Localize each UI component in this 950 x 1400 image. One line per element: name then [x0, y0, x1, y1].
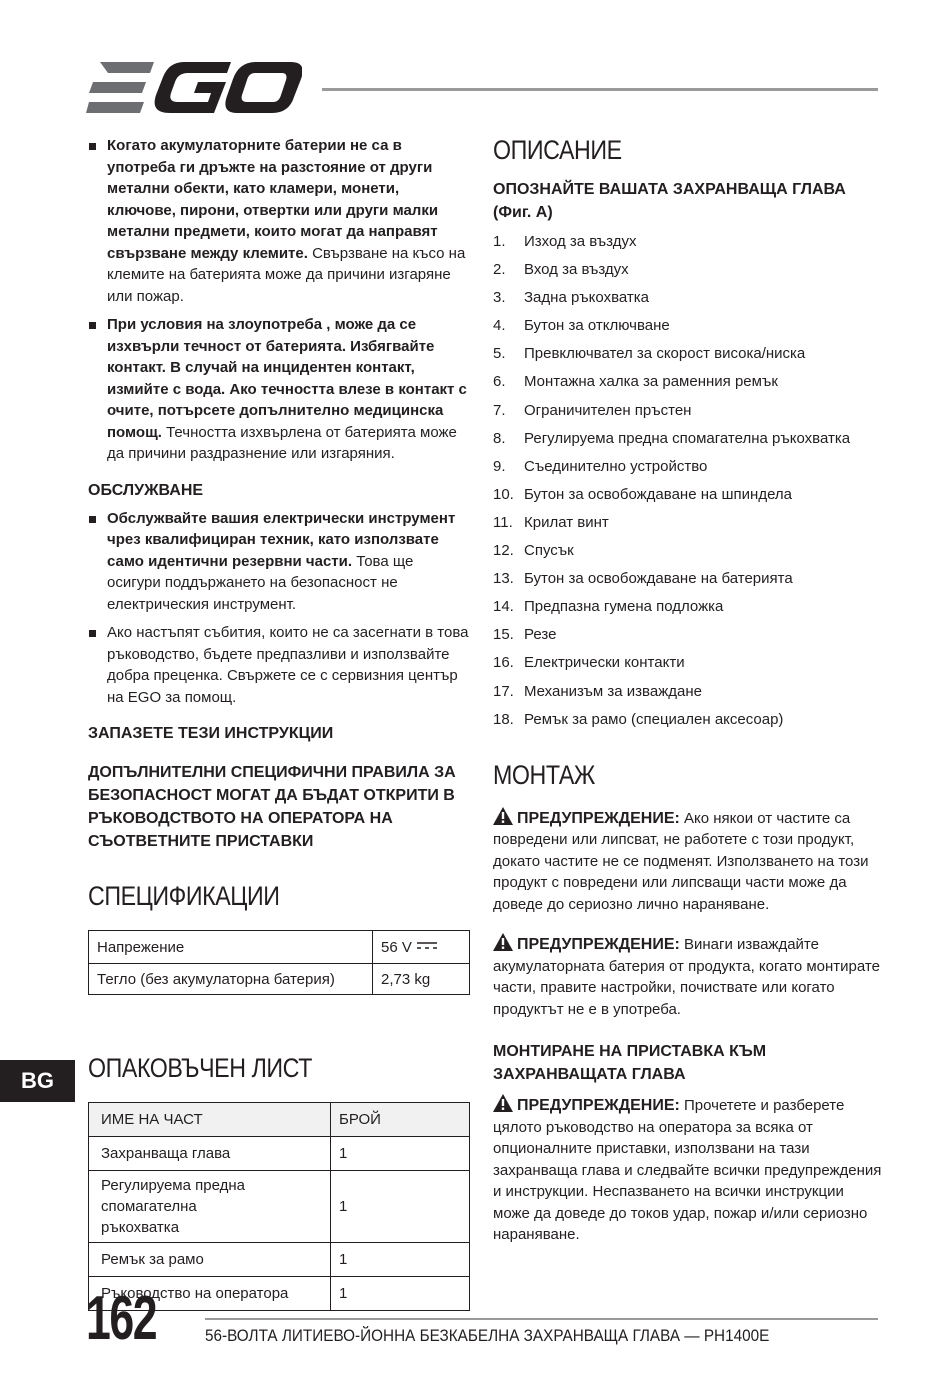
- know-your-tool-heading: ОПОЗНАЙТЕ ВАШАТА ЗАХРАНВАЩА ГЛАВА (Фиг. A): [493, 181, 846, 221]
- warning-triangle-icon: [493, 933, 513, 951]
- list-item: 1. Изход за въздух: [493, 233, 637, 250]
- part-qty: 1: [331, 1277, 470, 1311]
- footer-title: 56-ВОЛТА ЛИТИЕВО-ЙОННА БЕЗКАБЕЛНА ЗАХРАНВАЩА ГЛАВА — PH1400E: [205, 1326, 770, 1345]
- part-qty: 1: [331, 1243, 470, 1277]
- service-bullet-1: Обслужвайте вашия електрически инструмент чрез квалифициран техник, като използвате само идентични резервни части. Това ще осигури поддържането на безопасност не електрическия инструмент.: [88, 508, 470, 616]
- spec-value: 2,73 kg: [373, 964, 470, 995]
- list-item: 7. Ограничителен пръстен: [493, 401, 692, 419]
- bullet-square-icon: [89, 322, 96, 329]
- list-item: 14. Предпазна гумена подложка: [493, 598, 724, 616]
- specs-title: СПЕЦИФИКАЦИИ: [88, 881, 280, 911]
- spec-value: 56 V: [373, 931, 470, 964]
- right-column: [493, 135, 883, 1246]
- ego-logo: [86, 62, 302, 114]
- table-row: [89, 1137, 470, 1171]
- part-name: Ремък за рамо: [89, 1243, 331, 1277]
- service-bullet-2: Ако настъпят събития, които не са засегнати в това ръководство, бъдете предпазливи и използвайте добра преценка. Свържете се с сервизния център на EGO за помощ.: [88, 622, 470, 708]
- attach-heading: МОНТИРАНЕ НА ПРИСТАВКА КЪМ ЗАХРАНВАЩАТА ГЛАВА: [493, 1043, 767, 1084]
- save-instructions-heading: ЗАПАЗЕТЕ ТЕЗИ ИНСТРУКЦИИ: [88, 725, 334, 742]
- bullet-square-icon: [89, 516, 96, 523]
- dc-symbol-icon: [416, 941, 438, 951]
- warning-2: ПРЕДУПРЕЖДЕНИЕ: Винаги изваждайте акумулаторната батерия от продукта, когато монтирате части, правите настройки, почиствате или когато продуктът не е в употреба.: [493, 933, 883, 1020]
- service-heading: ОБСЛУЖВАНЕ: [88, 481, 204, 499]
- list-item: 8. Регулируема предна спомагателна ръкохватка: [493, 429, 851, 447]
- warning-triangle-icon: [493, 1094, 513, 1112]
- list-item: 9. Съединително устройство: [493, 457, 708, 475]
- assembly-title: МОНТАЖ: [493, 759, 595, 790]
- spec-label: Тегло (без акумулаторна батерия): [89, 964, 373, 995]
- table-row: [89, 931, 470, 964]
- list-item: 18. Ремък за рамо (специален аксесоар): [493, 710, 784, 728]
- part-name: Регулируема предна спомагателна ръкохватка: [89, 1171, 331, 1243]
- header-qty: БРОЙ: [331, 1103, 470, 1137]
- part-qty: 1: [331, 1171, 470, 1243]
- specs-table: [88, 930, 470, 995]
- list-item: 11. Крилат винт: [493, 513, 609, 531]
- list-item: 17. Механизъм за изваждане: [493, 682, 702, 700]
- header-part: ИМЕ НА ЧАСТ: [89, 1103, 331, 1137]
- part-qty: 1: [331, 1137, 470, 1171]
- spec-label: Напрежение: [89, 931, 373, 964]
- list-item: 4. Бутон за отключване: [493, 317, 670, 335]
- list-item: 3. Задна ръкохватка: [493, 289, 649, 307]
- list-item: 15. Резе: [493, 626, 557, 644]
- packing-table: [88, 1102, 470, 1311]
- list-item: 16. Електрически контакти: [493, 654, 685, 672]
- bullet-square-icon: [89, 143, 96, 150]
- list-item: 5. Превключвател за скорост висока/ниска: [493, 345, 806, 363]
- list-item: 12. Спусък: [493, 542, 574, 560]
- language-tab: BG: [0, 1060, 75, 1102]
- parts-list: [493, 228, 883, 734]
- battery-bullet-2: При условия на злоупотреба , може да се изхвърли течност от батерията. Избягвайте контакт. В случай на инцидентен контакт, измийте с вода. Ако течността влезе в контакт с очите, потърсете допълнително медицинска помощ. Течността изхвърлена от батерията може да причини раздразнение или изгаряния.: [88, 314, 470, 465]
- part-name: Ръководство на оператора: [89, 1277, 331, 1311]
- part-name: Захранваща глава: [89, 1137, 331, 1171]
- page-number: 162: [86, 1284, 157, 1353]
- packing-title: ОПАКОВЪЧЕН ЛИСТ: [88, 1053, 312, 1083]
- warning-3: ПРЕДУПРЕЖДЕНИЕ: Прочетете и разберете цялото ръководство на оператора за всяка от опционалните приставки, използвани на тази захранваща глава и следвайте всички предупреждения и инструкции. Неспазването на всички инструкции може да доведе до токов удар, пожар и/или сериозно нараняване.: [493, 1094, 883, 1246]
- list-item: 10. Бутон за освобождаване на шпиндела: [493, 485, 793, 503]
- bullet-square-icon: [89, 630, 96, 637]
- description-title: ОПИСАНИЕ: [493, 135, 622, 165]
- list-item: 6. Монтажна халка за раменния ремък: [493, 373, 778, 391]
- footer-rule: [205, 1318, 878, 1320]
- battery-bullet-1: Когато акумулаторните батерии не са в употреба ги дръжте на разстояние от други метални обекти, като кламери, монети, ключове, пирони, отвертки или други малки метални предмети, които могат да направят свързване между клемите. Свързване на късо на клемите на батерията може да причини изгаряне или пожар.: [88, 135, 470, 307]
- table-row: [89, 964, 470, 995]
- left-column: [88, 135, 470, 1311]
- table-row: [89, 1243, 470, 1277]
- list-item: 13. Бутон за освобождаване на батерията: [493, 570, 793, 588]
- header-rule: [322, 88, 878, 91]
- warning-1: ПРЕДУПРЕЖДЕНИЕ: Ако някои от частите са повредени или липсват, не работете с този продукт, докато частите не се подменят. Използването на този продукт с повредени или липсващи части може да доведе до сериозно лично нараняване.: [493, 807, 883, 916]
- additional-rules-heading: ДОПЪЛНИТЕЛНИ СПЕЦИФИЧНИ ПРАВИЛА ЗА БЕЗОПАСНОСТ МОГАТ ДА БЪДАТ ОТКРИТИ В РЪКОВОДСТВОТО НА ОПЕРАТОРА НА СЪОТВЕТНИТЕ ПРИСТАВКИ: [88, 764, 456, 850]
- list-item: 2. Вход за въздух: [493, 261, 629, 279]
- table-header-row: [89, 1103, 470, 1137]
- table-row: [89, 1171, 470, 1243]
- warning-triangle-icon: [493, 807, 513, 825]
